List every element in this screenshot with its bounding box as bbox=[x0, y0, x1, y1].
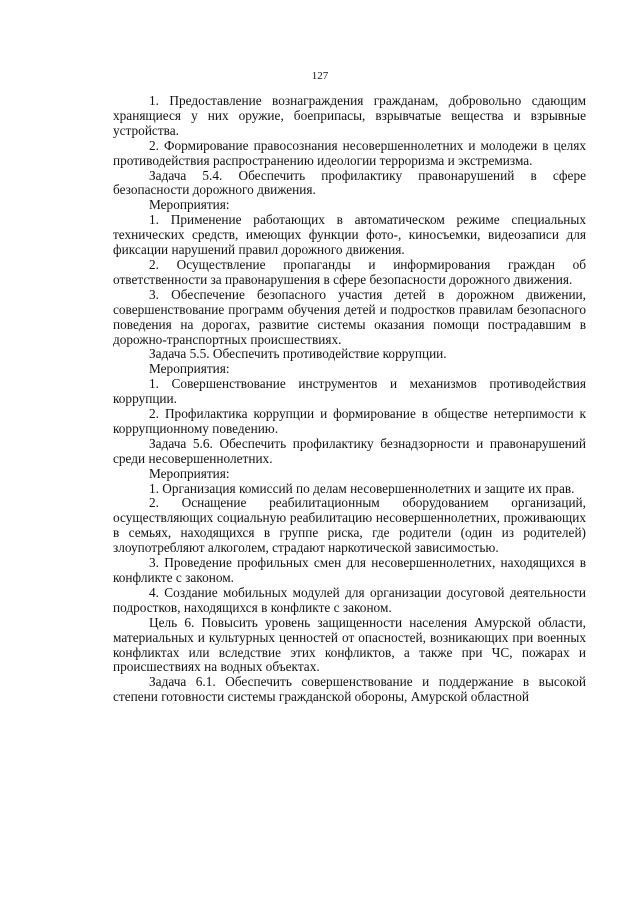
paragraph: Задача 5.5. Обеспечить противодействие коррупции. bbox=[149, 346, 447, 362]
paragraph: Мероприятия: bbox=[149, 197, 230, 213]
paragraph: 2. Профилактика коррупции и формирование в обществе нетерпимости к коррупционному поведению. bbox=[113, 406, 586, 436]
page-number: 127 bbox=[311, 70, 329, 82]
paragraph: Мероприятия: bbox=[149, 361, 230, 377]
paragraph: 1. Предоставление вознаграждения гражданам, добровольно сдающим хранящиеся у них оружие, боеприпасы, взрывчатые вещества и взрывные устройства. bbox=[113, 93, 586, 138]
paragraph: 1. Совершенствование инструментов и механизмов противодействия коррупции. bbox=[113, 376, 586, 407]
paragraph: Задача 6.1. Обеспечить совершенствование и поддержание в высокой степени готовности системы гражданской обороны, Амурской областной bbox=[113, 674, 586, 705]
paragraph: Цель 6. Повысить уровень защищенности населения Амурской области, материальных и культурных ценностей от опасностей, возникающих при военных конфликтах или вследствие этих конфликтов, а также при ЧС, пожарах и происшествиях на водных объектах. bbox=[113, 614, 586, 675]
paragraph: 1. Организация комиссий по делам несовершеннолетних и защите их прав. bbox=[149, 480, 575, 496]
paragraph: 2. Осуществление пропаганды и информирования граждан об ответственности за правонарушения в сфере безопасности дорожного движения. bbox=[113, 256, 586, 287]
paragraph: 2. Формирование правосознания несовершеннолетних и молодежи в целях противодействия распространению идеологии терроризма и экстремизма. bbox=[113, 137, 586, 168]
paragraph: 1. Применение работающих в автоматическом режиме специальных технических средств, имеющих функции фото-, киносъемки, видеозаписи для фиксации нарушений правил дорожного движения. bbox=[113, 212, 586, 258]
paragraph: 3. Проведение профильных смен для несовершеннолетних, находящихся в конфликте с законом. bbox=[113, 555, 586, 585]
paragraph: Мероприятия: bbox=[149, 465, 230, 481]
paragraph: 2. Оснащение реабилитационным оборудованием организаций, осуществляющих социальную реабилитацию несовершеннолетних, проживающих в семьях, находящихся в группе риска, где родители (один из родителей) злоупотребляют алкоголем, страдают наркотической зависимостью. bbox=[113, 495, 586, 556]
document-body bbox=[113, 94, 586, 705]
paragraph: Задача 5.6. Обеспечить профилактику безнадзорности и правонарушений среди несовершеннолетних. bbox=[113, 435, 586, 466]
paragraph: Задача 5.4. Обеспечить профилактику правонарушений в сфере безопасности дорожного движения. bbox=[113, 167, 586, 198]
paragraph: 4. Создание мобильных модулей для организации досуговой деятельности подростков, находящихся в конфликте с законом. bbox=[113, 584, 586, 615]
paragraph: 3. Обеспечение безопасного участия детей в дорожном движении, совершенствование программ обучения детей и подростков правилам безопасного поведения на дорогах, развитие системы оказания помощи пострадавшим в дорожно-транспортных происшествиях. bbox=[113, 286, 586, 347]
